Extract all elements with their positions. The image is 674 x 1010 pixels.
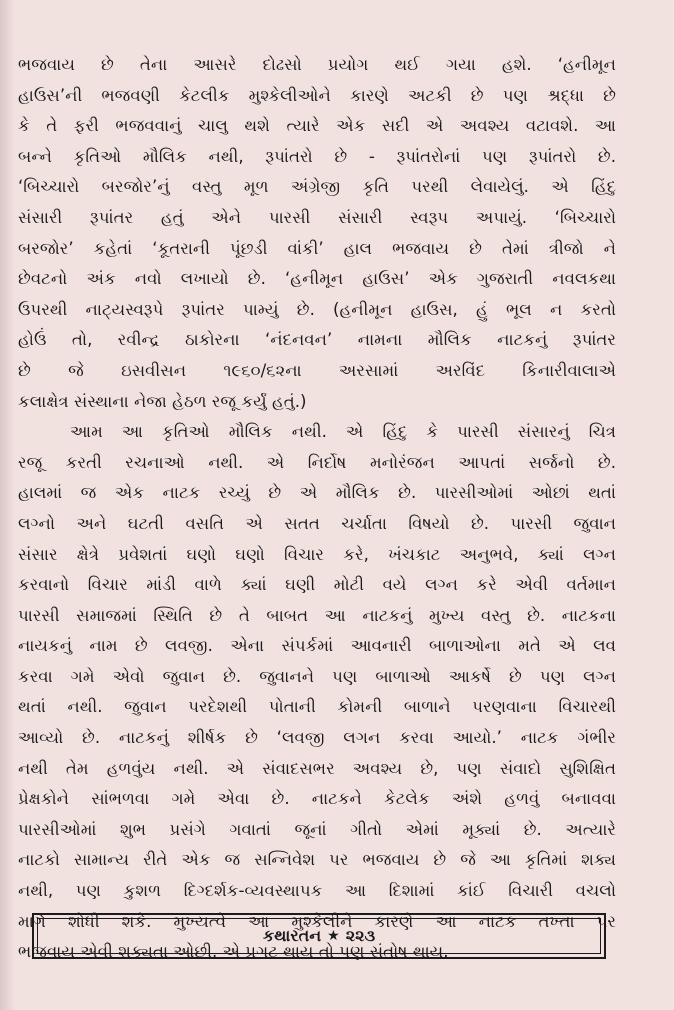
text-line: હોઉં તો, રવીન્દ્ર ઠાકોરના ‘નંદનવન’ નામના મૌલિક નાટકનું રૂપાંતર (18, 330, 616, 350)
text-line: બરજોર’ કહેતાં ‘કૂતરાની પૂંછડી વાંકી’ હાલ ભજવાય છે તેમાં ત્રીજો ને (18, 238, 616, 258)
text-line: હાઉસ’ની ભજવણી કેટલીક મુશ્કેલીઓને કારણે અટકી છે પણ શ્રદ્ધા છે (18, 85, 616, 105)
text-line: કે તે ફરી ભજવવાનું ચાલુ થશે ત્યારે એક સદી એ અવશ્ય વટાવશે. આ (18, 116, 616, 136)
footer-page-number: ૨૨૩ (345, 926, 376, 945)
text-line: કરવા ગમે એવો જુવાન છે. જુવાનને પણ બાળાઓ આકર્ષે છે પણ લગ્ન (18, 666, 616, 686)
text-line: લગ્નો અને ઘટતી વસતિ એ સતત ચર્ચાતા વિષયો છે. પારસી જુવાન (18, 513, 616, 533)
text-line: ‘બિચ્ચારો બરજોર’નું વસ્તુ મૂળ અંગ્રેજી કૃતિ પરથી લેવાયેલું. એ હિંદુ (18, 177, 616, 197)
text-line: આવ્યો છે. નાટકનું શીર્ષક છે ‘લવજી લગન કરવા આયો.’ નાટક ગંભીર (18, 728, 616, 748)
text-line: હાલમાં જ એક નાટક રચ્યું છે એ મૌલિક છે. પારસીઓમાં ઓછાં થતાં (18, 483, 616, 503)
text-line: છે જે ઇસવીસન ૧૯૬૦/૬૨ના અરસામાં અરવિંદ કિનારીવાલાએ (18, 360, 616, 380)
text-line: કરવાનો વિચાર માંડી વાળે ક્યાં ઘણી મોટી વયે લગ્ન કરે એવી વર્તમાન (18, 575, 616, 595)
text-line: બન્ને કૃતિઓ મૌલિક નથી, રૂપાંતરો છે - રૂપાંતરોનાં પણ રૂપાંતરો છે. (18, 146, 616, 166)
text-line: રજૂ કરતી રચનાઓ નથી. એ નિર્દોષ મનોરંજન આપતાં સર્જનો છે. (18, 452, 616, 472)
text-line: સંસારી રૂપાંતર હતું એને પારસી સંસારી સ્વરૂપ અપાયું. ‘બિચ્ચારો (18, 207, 616, 227)
text-line: માર્ગ શોધી શકે. મુખ્યત્વે આ મુશ્કેલીને કારણે આ નાટક તખ્તા પર (18, 911, 616, 931)
text-line: નથી, પણ કુશળ દિગ્દર્શક-વ્યવસ્થાપક આ દિશામાં કાંઈ વિચારી વચલો (18, 881, 616, 901)
text-line: પારસીઓમાં શુભ પ્રસંગે ગવાતાં જૂનાં ગીતો એમાં મૂક્યાં છે. અત્યારે (18, 819, 616, 839)
paragraph-1 (18, 50, 616, 417)
text-line: નાટકો સામાન્ય રીતે એક જ સન્નિવેશ પર ભજવાય છે જે આ કૃતિમાં શક્ય (18, 850, 616, 870)
text-line: ભજવાય એવી શક્યતા ઓછી. એ પ્રગટ થાય તો પણ સંતોષ થાય. (18, 942, 449, 962)
text-line: નાયકનું નામ છે લવજી. એના સંપર્કમાં આવનારી બાળાઓના મતે એ લવ (18, 636, 616, 656)
text-line: કલાક્ષેત્ર સંસ્થાના નેજા હેઠળ રજૂ કર્યું હતું.) (18, 391, 307, 411)
text-line: છેવટનો અંક નવો લખાયો છે. ‘હનીમૂન હાઉસ’ એક ગુજરાતી નવલકથા (18, 269, 616, 289)
text-line: પારસી સમાજમાં સ્થિતિ છે તે બાબત આ નાટકનું મુખ્ય વસ્તુ છે. નાટકના (18, 605, 616, 625)
page-binding-edge (0, 0, 14, 1010)
text-line: સંસાર ક્ષેત્રે પ્રવેશતાં ઘણો ઘણો વિચાર કરે, ખંચકાટ અનુભવે, ક્યાં લગ્ન (18, 544, 616, 564)
footer-book-title: કથારતન (262, 926, 322, 945)
text-line: પ્રેક્ષકોને સાંભળવા ગમે એવા છે. નાટકને કેટલેક અંશે હળવું બનાવવા (18, 789, 616, 809)
body-text (18, 50, 616, 968)
text-line: થતાં નથી. જુવાન પરદેશથી પોતાની કોમની બાળાને પરણવાના વિચારથી (18, 697, 616, 717)
footer-inner-frame (37, 918, 601, 954)
paragraph-2 (18, 417, 616, 968)
star-icon: ★ (327, 928, 340, 944)
text-line: ભજવાય છે તેના આસરે દોઢસો પ્રયોગ થઈ ગયા હશે. ‘હનીમૂન (18, 55, 616, 74)
text-line: ઉપરથી નાટ્યસ્વરૂપે રૂપાંતર પામ્યું છે. (હનીમૂન હાઉસ, હું ભૂલ ન કરતો (18, 299, 616, 319)
page-footer (32, 913, 606, 959)
text-line: આમ આ કૃતિઓ મૌલિક નથી. એ હિંદુ કે પારસી સંસારનું ચિત્ર (70, 422, 616, 442)
text-line: નથી તેમ હળવુંય નથી. એ સંવાદસભર અવશ્ય છે, પણ સંવાદો સુશિક્ષિત (18, 758, 616, 778)
